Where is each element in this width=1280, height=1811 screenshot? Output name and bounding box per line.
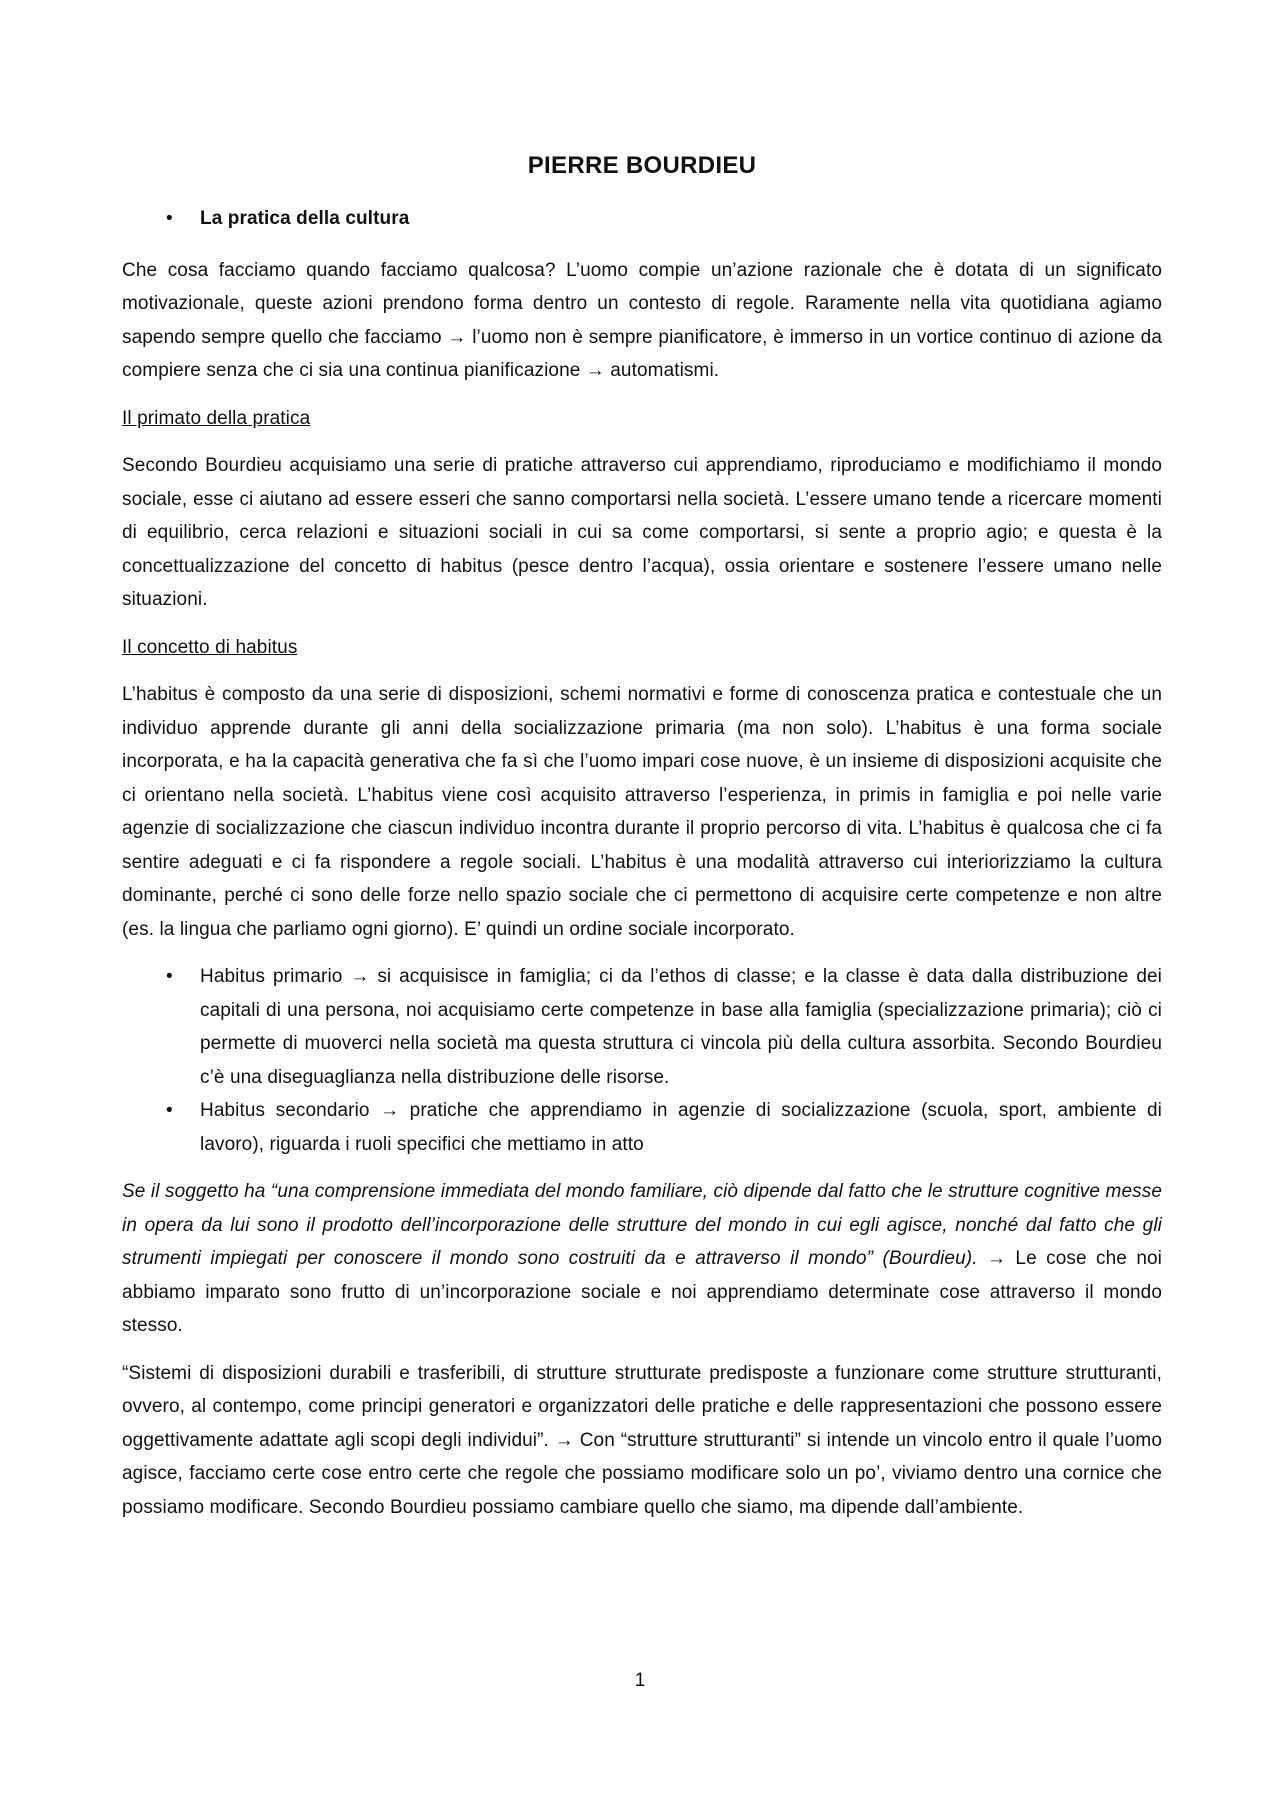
bullet-icon: •	[166, 966, 173, 987]
bullet-icon: •	[166, 1100, 173, 1121]
quote-italic: Se il soggetto ha “una comprensione immediata del mondo familiare, ciò dipende dal fatto che le strutture cognitive messe in opera da lui sono il prodotto dell’incorporazione delle strutture del mondo in cui egli agisce, nonché dal fatto che gli strumenti impiegati per conoscere il mondo sono costruiti da e attraverso il mondo” (Bourdieu).	[122, 1181, 1162, 1269]
page-number: 1	[634, 1670, 646, 1691]
section-heading-text: La pratica della cultura	[200, 208, 410, 229]
list-item-text: Habitus primario → si acquisisce in famiglia; ci da l’ethos di classe; e la classe è data dalla distribuzione dei capitali di una persona, noi acquisiamo certe competenze in base alla famiglia (specializzazione primaria); ciò ci permette di muoverci nella società ma questa struttura ci vincola più della cultura assorbita. Secondo Bourdieu c’è una diseguaglianza nella distribuzione delle risorse.	[200, 966, 1162, 1088]
document-page	[122, 150, 1162, 1538]
primato-paragraph: Secondo Bourdieu acquisiamo una serie di pratiche attraverso cui apprendiamo, riproduciamo e modifichiamo il mondo sociale, esse ci aiutano ad essere esseri che sanno comportarsi nella società. L’essere umano tende a ricercare momenti di equilibrio, cerca relazioni e situazioni sociali in cui sa come comportarsi, si sente a proprio agio; e questa è la concettualizzazione del concetto di habitus (pesce dentro l’acqua), ossia orientare e sostenere l’essere umano nelle situazioni.	[122, 455, 1162, 610]
list-item-text: Habitus secondario → pratiche che apprendiamo in agenzie di socializzazione (scuola, sport, ambiente di lavoro), riguarda i ruoli specifici che mettiamo in atto	[200, 1100, 1162, 1155]
list-item	[122, 1094, 1162, 1161]
habitus-list	[122, 960, 1162, 1161]
strutture-paragraph: “Sistemi di disposizioni durabili e trasferibili, di strutture strutturate predisposte a funzionare come strutture strutturanti, ovvero, al contempo, come principi generatori e organizzatori delle pratiche e delle rappresentazioni che possono essere oggettivamente adattate agli scopi degli individui”. → Con “strutture strutturanti” si intende un vincolo entro il quale l’uomo agisce, facciamo certe cose entro certe che regole che possiamo modificare solo un po’, viviamo dentro una cornice che possiamo modificare. Secondo Bourdieu possiamo cambiare quello che siamo, ma dipende dall’ambiente.	[122, 1362, 1162, 1518]
subheading-primato: Il primato della pratica	[122, 407, 311, 429]
list-item	[122, 960, 1162, 1094]
quote-followup: → Le cose che noi abbiamo imparato sono frutto di un’incorporazione sociale e noi apprendiamo determinate cose attraverso il mondo stesso.	[122, 1248, 1162, 1336]
bullet-icon: •	[166, 208, 173, 229]
page-title: PIERRE BOURDIEU	[527, 152, 757, 179]
quote-paragraph	[122, 1175, 1162, 1343]
subheading-habitus: Il concetto di habitus	[122, 636, 298, 658]
intro-paragraph: Che cosa facciamo quando facciamo qualcosa? L’uomo compie un’azione razionale che è dotata di un significato motivazionale, queste azioni prendono forma dentro un contesto di regole. Raramente nella vita quotidiana agiamo sapendo sempre quello che facciamo → l’uomo non è sempre pianificatore, è immerso in un vortice continuo di azione da compiere senza che ci sia una continua pianificazione → automatismi.	[122, 259, 1162, 381]
section-heading	[122, 202, 1162, 236]
habitus-paragraph: L’habitus è composto da una serie di disposizioni, schemi normativi e forme di conoscenza pratica e contestuale che un individuo apprende durante gli anni della socializzazione primaria (ma non solo). L’habitus è una forma sociale incorporata, e ha la capacità generativa che fa sì che l’uomo impari cose nuove, è un insieme di disposizioni acquisite che ci orientano nella società. L’habitus viene così acquisito attraverso l’esperienza, in primis in famiglia e poi nelle varie agenzie di socializzazione che ciascun individuo incontra durante il proprio percorso di vita. L’habitus è qualcosa che ci fa sentire adeguati e ci fa rispondere a regole sociali. L’habitus è una modalità attraverso cui interiorizziamo la cultura dominante, perché ci sono delle forze nello spazio sociale che ci permettono di acquisire certe competenze e non altre (es. la lingua che parliamo ogni giorno). E’ quindi un ordine sociale incorporato.	[122, 684, 1162, 940]
